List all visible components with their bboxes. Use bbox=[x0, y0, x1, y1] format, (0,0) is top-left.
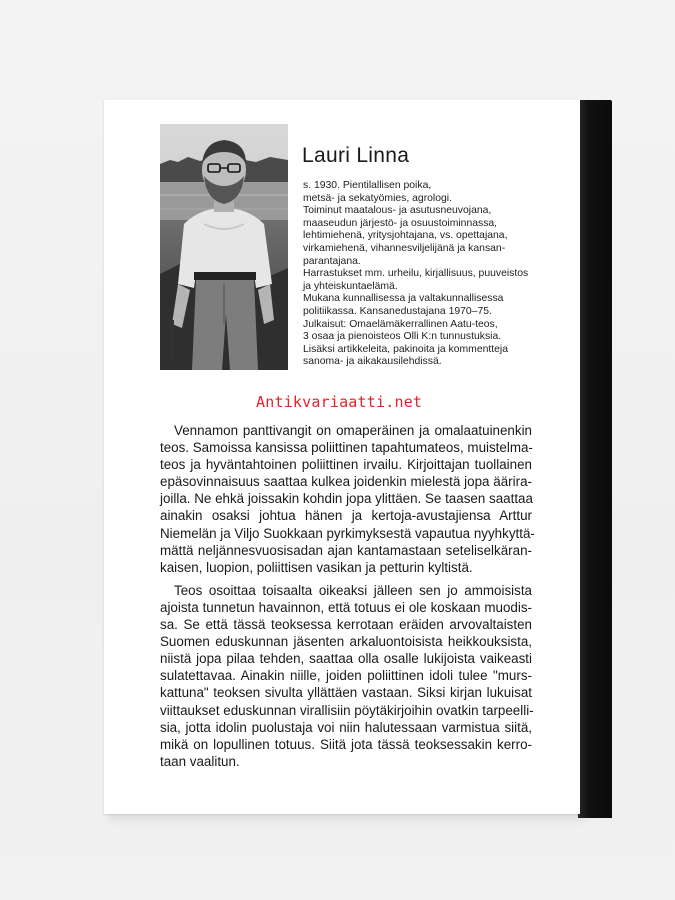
bio-line: Toiminut maatalous- ja asutusneuvojana, bbox=[303, 205, 492, 217]
bio-line: sanoma- ja aikakausilehdissä. bbox=[303, 356, 442, 368]
bio-line: virkamiehenä, vihannesviljelijänä ja kansan- bbox=[303, 242, 506, 254]
text-line: epäsovinnaisuus saattaa kulkea joidenkin mielestä jopa äärira- bbox=[160, 474, 532, 490]
author-name: Lauri Linna bbox=[302, 144, 410, 167]
text-line: mikä on lopullinen totuus. Siitä jota tässä teoksessakin kerro- bbox=[160, 736, 532, 752]
bio-line: Lisäksi artikkeleita, pakinoita ja kommentteja bbox=[303, 343, 509, 355]
text-line: sa. Se että tässä teoksessa kerrotaan eräiden arvovaltaisten bbox=[160, 617, 532, 633]
description-paragraph-1 bbox=[160, 422, 535, 576]
text-line: kaisen, luopion, poliittisen vasikan ja petturin kyltistä. bbox=[160, 559, 473, 575]
text-line: kattuna" teoksen sivulta yllättäen vastaan. Siksi kirjan lukuisat bbox=[160, 685, 532, 701]
book-back-cover bbox=[104, 100, 580, 814]
author-photo bbox=[160, 124, 288, 370]
text-line: ajoista tunnetun havainnon, että totuus ei ole koskaan muodis- bbox=[160, 599, 532, 615]
author-photo-image bbox=[160, 124, 288, 370]
bio-line: maaseudun järjestö- ja osuustoiminnassa, bbox=[303, 217, 498, 229]
text-line: sia, jotta idolin puolustaja voi niin halutessaan varmistua siitä, bbox=[160, 719, 532, 735]
bio-line: ja yhteiskuntaelämä. bbox=[303, 280, 398, 292]
bio-line: metsä- ja sekatyömies, agrologi. bbox=[303, 192, 452, 204]
text-line: viittaukset eduskunnan virallisiin pöytäkirjoihin ovatkin tarpeelli- bbox=[160, 702, 534, 718]
text-line: Teos osoittaa toisaalta oikeaksi jälleen sen jo ammoisista bbox=[174, 582, 532, 598]
text-line: sulatettavaa. Ainakin niille, joiden poliittinen idoli tulee "murs- bbox=[160, 668, 532, 684]
bio-line: Harrastukset mm. urheilu, kirjallisuus, puuveistos bbox=[303, 268, 529, 280]
bio-line: parantajana. bbox=[303, 255, 361, 267]
text-line: teos ja hyväntahtoinen poliittinen irvailu. Kirjoittajan tuollainen bbox=[160, 457, 532, 473]
text-line: joilla. Ne ehkä joissakin kohdin jopa ylittäen. Se taasen saattaa bbox=[160, 491, 533, 507]
description-paragraph-2 bbox=[160, 582, 532, 770]
watermark-text: Antikvariaatti.net bbox=[256, 393, 423, 411]
text-line: Suomen eduskunnan jäsenten arkaluontoisista heikkouksista, bbox=[160, 634, 532, 650]
text-line: taan vaalitun. bbox=[160, 753, 240, 769]
author-bio bbox=[303, 180, 543, 369]
bio-line: Julkaisut: Omaelämäkerrallinen Aatu-teos, bbox=[303, 318, 498, 330]
book-spine bbox=[578, 100, 612, 818]
text-line: ainakin osaksi johtua hänen ja kertoja-avustajiensa Arttur bbox=[160, 508, 532, 524]
book-description bbox=[160, 422, 535, 776]
bio-line: Mukana kunnallisessa ja valtakunnallisessa bbox=[303, 293, 504, 305]
text-line: teos. Samoissa kansissa poliittinen tapahtumateos, muistelma- bbox=[160, 440, 533, 456]
text-line: Niemelän ja Viljo Suokkaan pyrkimyksestä vapautua nyyhkyttä- bbox=[160, 525, 535, 541]
text-line: mättä neljännesvuosisadan ajan kantamastaan seteliselkäran- bbox=[160, 542, 532, 558]
text-line: niistä jopa pilaa tehden, saattaa olla osalle lukijoista vaikeasti bbox=[160, 651, 532, 667]
bio-line: lehtimiehenä, yritysjohtajana, vs. opettajana, bbox=[303, 230, 508, 242]
bio-line: 3 osaa ja pienoisteos Olli K:n tunnustuksia. bbox=[303, 331, 502, 343]
text-line: Vennamon panttivangit on omaperäinen ja omalaatuinenkin bbox=[174, 423, 532, 438]
bio-line: politiikassa. Kansanedustajana 1970–75. bbox=[303, 305, 492, 317]
bio-line: s. 1930. Pientilallisen poika, bbox=[303, 180, 432, 191]
